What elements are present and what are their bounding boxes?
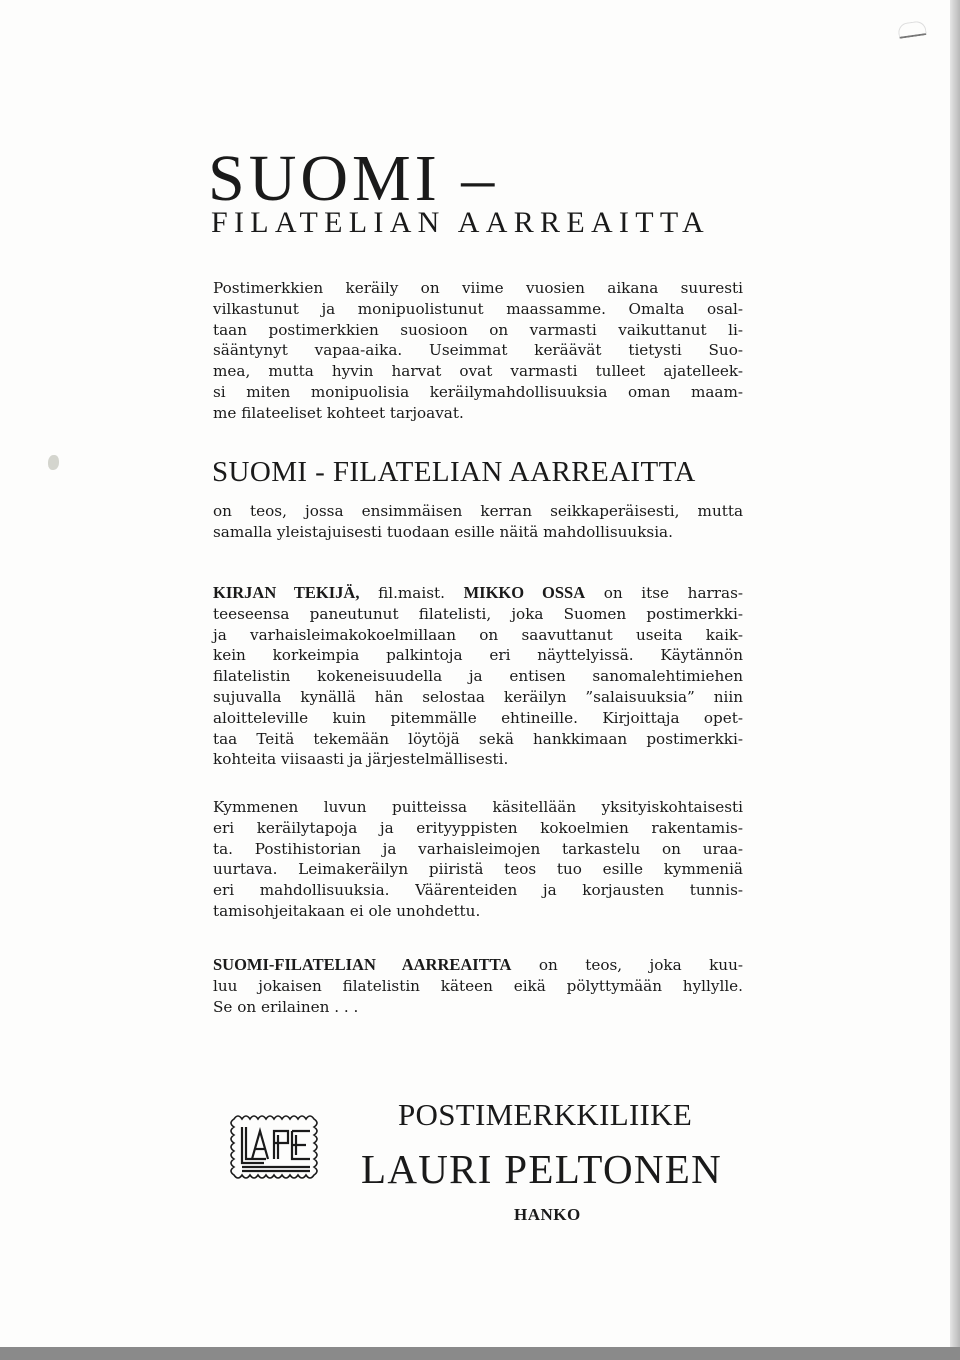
author-paragraph <box>213 583 743 770</box>
text-line: eri keräilytapoja ja erityyppisten kokoelmien rakentamis- <box>213 818 743 837</box>
text-line: Postimerkkien keräily on viime vuosien aikana suuresti <box>213 279 743 297</box>
book-subtitle: FILATELIAN AARREAITTA <box>211 206 711 239</box>
text-line: mea, mutta hyvin harvat ovat varmasti tulleet ajatelleek- <box>213 362 743 381</box>
text-line: samalla yleistajuisesti tuodaan esille näitä mahdollisuuksia. <box>213 522 673 541</box>
author-title: fil.maist. <box>359 584 464 602</box>
page-edge-shadow-right <box>950 0 960 1360</box>
paper-stain <box>48 455 59 470</box>
text-line: vilkastunut ja monipuolistunut maassamme. Omalta osal- <box>213 299 743 318</box>
text-line: luu jokaisen filatelistin käteen eikä pölyttymään hyllylle. <box>213 976 743 995</box>
text-line: tamisohjeitakaan ei ole unohdettu. <box>213 901 481 920</box>
text-line: teeseensa paneutunut filatelisti, joka Suomen postimerkki- <box>213 604 743 623</box>
stamp-logo-icon <box>230 1113 322 1183</box>
text-line: Kymmenen luvun puitteissa käsitellään yksityiskohtaisesti <box>213 798 743 816</box>
author-name: MIKKO OSSA <box>463 583 586 602</box>
author-label: KIRJAN TEKIJÄ, <box>213 583 360 602</box>
text-line: on teos, jossa ensimmäisen kerran seikkaperäisesti, mutta <box>213 502 743 520</box>
text-line: filatelistin kokeneisuudella ja entisen sanomalehtimiehen <box>213 667 743 686</box>
book-title: SUOMI – <box>208 142 499 215</box>
text-line <box>213 583 743 604</box>
publisher-name: LAURI PELTONEN <box>361 1146 723 1192</box>
text-line: ta. Postihistorian ja varhaisleimojen tarkastelu on uraa- <box>213 839 743 858</box>
publisher-city: HANKO <box>514 1205 581 1224</box>
text-line: ja varhaisleimakokoelmillaan on saavuttanut useita kaik- <box>213 625 743 644</box>
section-heading: SUOMI - FILATELIAN AARREAITTA <box>212 456 696 488</box>
text-line: uurtava. Leimakeräilyn piiristä teos tuo esille kymmeniä <box>213 860 743 879</box>
text-line: kohteita viisaasti ja järjestelmällisesti. <box>213 750 509 769</box>
closing-title: SUOMI-FILATELIAN AARREAITTA <box>213 955 512 974</box>
corner-pencil-mark <box>897 20 927 39</box>
section-paragraph <box>213 501 743 543</box>
text-line: me filateeliset kohteet tarjoavat. <box>213 403 464 422</box>
text-line: aloitteleville kuin pitemmälle ehtineille. Kirjoittaja opet- <box>213 708 743 727</box>
text-line: taa Teitä tekemään löytöjä sekä hankkimaan postimerkki- <box>213 729 743 748</box>
publisher-type: POSTIMERKKILIIKE <box>398 1097 693 1132</box>
text-line: sujuvalla kynällä hän selostaa keräilyn ”salaisuuksia” niin <box>213 687 743 706</box>
intro-paragraph <box>213 278 743 424</box>
text-line: eri mahdollisuuksia. Väärenteiden ja korjausten tunnis- <box>213 881 743 900</box>
text-line: si miten monipuolisia keräilymahdollisuuksia oman maam- <box>213 382 743 401</box>
text-line: taan postimerkkien suosioon on varmasti vaikuttanut li- <box>213 320 743 339</box>
chapters-paragraph <box>213 797 743 922</box>
closing-paragraph <box>213 955 743 1017</box>
page-edge-shadow-bottom <box>0 1347 960 1360</box>
closing-line-rest: on teos, joka kuu- <box>511 956 743 974</box>
text-line: sääntynyt vapaa-aika. Useimmat keräävät tietysti Suo- <box>213 341 743 360</box>
text-line <box>213 955 743 976</box>
text-line: kein korkeimpia palkintoja eri näyttelyissä. Käytännön <box>213 646 743 665</box>
text-line: Se on erilainen . . . <box>213 997 359 1016</box>
author-line-rest: on itse harras- <box>585 584 744 602</box>
